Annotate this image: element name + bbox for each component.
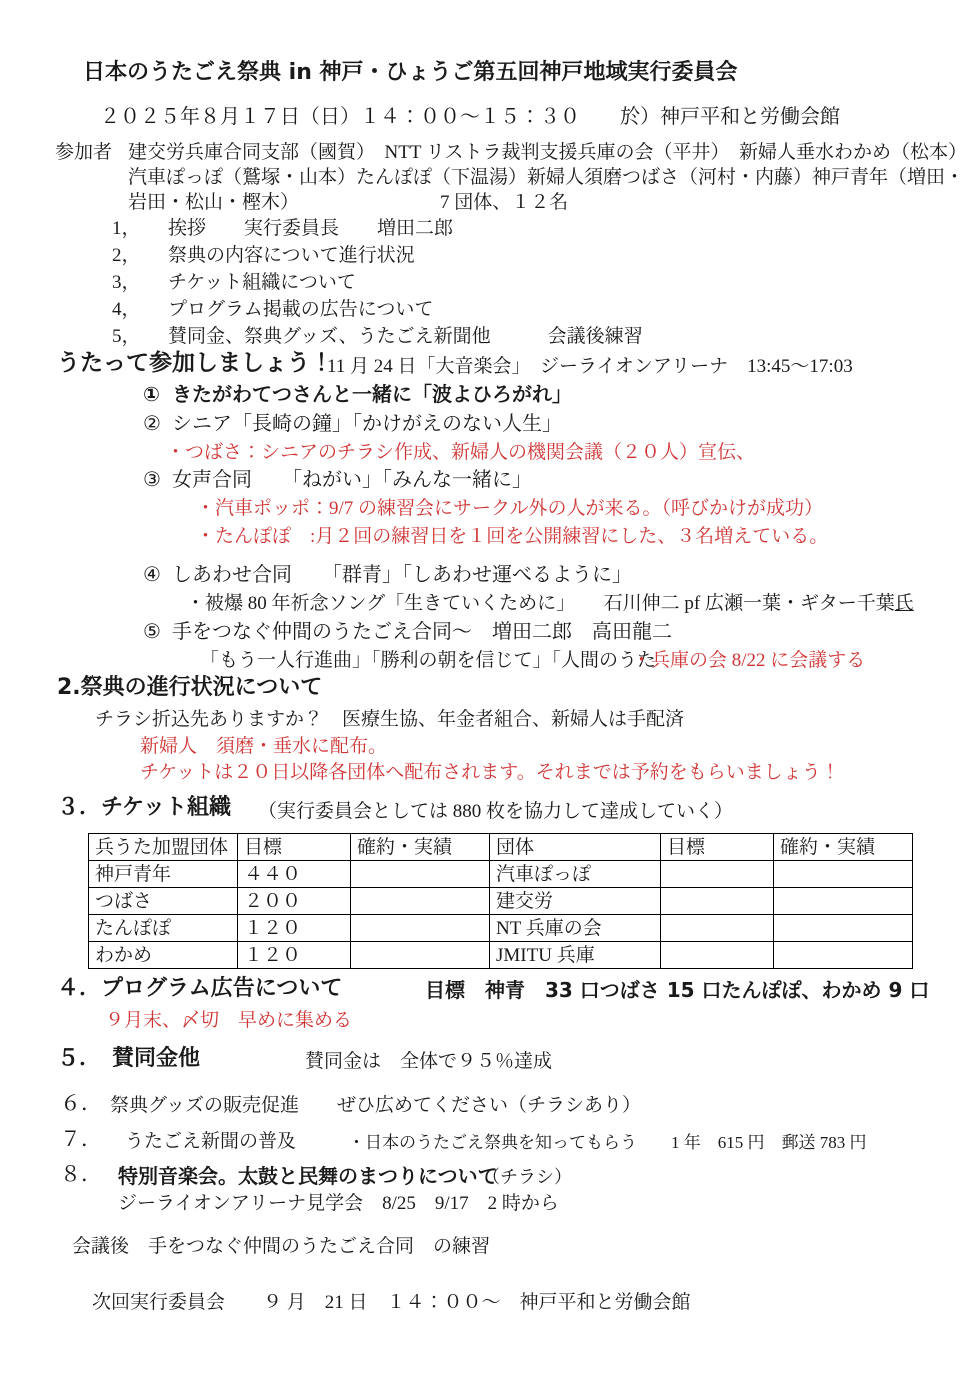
- footer-line-1: 会議後 手をつなぐ仲間のうたごえ合同 の練習: [72, 1236, 491, 1257]
- sing-item-mark-4: ④: [143, 564, 161, 586]
- sing-item-text-3: 女声合同 「ねがい」「みんな一緒に」: [172, 469, 532, 491]
- agenda-item-text-5: 賛同金、祭典グッズ、うたごえ新聞他 会議後練習: [168, 326, 643, 347]
- table-cell-target-left: １２０: [238, 942, 351, 969]
- table-cell-target-right: [661, 888, 774, 915]
- agenda-item-number-3: 3，: [112, 272, 141, 293]
- table-row: [89, 861, 913, 888]
- agenda-item-number-5: 5，: [112, 326, 141, 347]
- sing-note-kisha-poppo: ・汽車ポッポ：9/7 の練習会にサークル外の人が来る。（呼びかけが成功）: [196, 498, 823, 519]
- sing-section-heading-detail: 11 月 24 日「大音楽会」 ジーライオンアリーナ 13:45～17:03: [327, 356, 853, 377]
- table-header-cell-4: 目標: [661, 834, 774, 861]
- table-row: [89, 888, 913, 915]
- table-cell-group-left: たんぽぽ: [89, 915, 238, 942]
- section-2-note-2: チケットは２０日以降各団体へ配布されます。それまでは予約をもらいましょう！: [140, 762, 840, 783]
- table-cell-group-left: わかめ: [89, 942, 238, 969]
- sing-item-mark-1: ①: [143, 382, 160, 406]
- table-row: [89, 942, 913, 969]
- section-5-detail: 賛同金は 全体で９５％達成: [305, 1051, 553, 1072]
- agenda-item-number-1: 1，: [112, 218, 141, 239]
- table-cell-actual-right: [774, 942, 913, 969]
- agenda-item-number-4: 4，: [112, 299, 141, 320]
- table-cell-actual-right: [774, 915, 913, 942]
- section-7-detail: ・日本のうたごえ祭典を知ってもらう 1 年 615 円 郵送 783 円: [348, 1133, 867, 1152]
- participants-label: 参加者: [55, 142, 113, 163]
- section-8-number: ８．: [60, 1162, 102, 1186]
- table-cell-group-left: 神戸青年: [89, 861, 238, 888]
- sing-item-5-note: ・兵庫の会 8/22 に会議する: [632, 650, 866, 671]
- table-cell-target-right: [661, 861, 774, 888]
- footer-line-2: 次回実行委員会 ９ 月 21 日 １４：００～ 神戸平和と労働会館: [92, 1292, 691, 1313]
- agenda-item-text-1: 挨拶 実行委員長 増田二郎: [168, 218, 454, 239]
- section-8-heading: 特別音楽会。太鼓と民舞のまつりについて: [118, 1164, 498, 1188]
- sing-note-hibaku: [186, 594, 914, 613]
- table-cell-target-right: [661, 915, 774, 942]
- agenda-item-text-2: 祭典の内容について進行状況: [168, 245, 415, 266]
- section-3-note: （実行委員会としては 880 枚を協力して達成していく）: [258, 801, 734, 822]
- table-header-cell-3: 団体: [490, 834, 661, 861]
- agenda-item-text-4: プログラム掲載の広告について: [168, 299, 434, 320]
- table-cell-actual-right: [774, 888, 913, 915]
- table-cell-target-left: ４４０: [238, 861, 351, 888]
- table-cell-group-right: NT 兵庫の会: [490, 915, 661, 942]
- section-8-heading-tail: （チラシ）: [482, 1167, 572, 1187]
- sing-item-mark-5: ⑤: [143, 621, 161, 643]
- section-2-heading: 2.祭典の進行状況について: [57, 675, 323, 700]
- table-cell-actual-left: [351, 861, 490, 888]
- table-cell-actual-left: [351, 942, 490, 969]
- section-7-number: ７．: [60, 1127, 102, 1151]
- agenda-item-text-3: チケット組織について: [168, 272, 356, 293]
- table-header-cell-1: 目標: [238, 834, 351, 861]
- table-cell-actual-right: [774, 861, 913, 888]
- sing-note-tsubasa: ・つばさ：シニアのチラシ作成、新婦人の機関会議（２０人）宣伝、: [166, 442, 756, 463]
- sing-item-mark-3: ③: [143, 469, 161, 491]
- page-title: 日本のうたごえ祭典 in 神戸・ひょうご第五回神戸地域実行委員会: [83, 60, 738, 85]
- table-row: [89, 915, 913, 942]
- section-2-note-1: 新婦人 須磨・垂水に配布。: [140, 736, 388, 757]
- section-4-detail: 目標 神青 33 口つばさ 15 口たんぽぽ、わかめ 9 口: [425, 978, 930, 1002]
- table-header-cell-5: 確約・実績: [774, 834, 913, 861]
- table-cell-actual-left: [351, 888, 490, 915]
- table-cell-group-right: 建交労: [490, 888, 661, 915]
- sing-item-text-1: きたがわてつさんと一緒に「波よひろがれ」: [172, 382, 572, 406]
- table-header-row: [89, 834, 913, 861]
- sing-section-heading: うたって参加しましょう！: [57, 350, 333, 376]
- participants-summary: 7 団体、１２名: [440, 192, 569, 213]
- sing-note-hibaku-text: ・被爆 80 年祈念ソング「生きていくために」 石川伸二 pf 広瀬一葉・ギター千葉: [186, 593, 895, 614]
- section-4-note: ９月末、〆切 早めに集める: [105, 1010, 353, 1031]
- table-cell-group-left: つばさ: [89, 888, 238, 915]
- sing-note-hibaku-underlined: 氏: [894, 593, 914, 614]
- sing-note-tanpopo: ・たんぽぽ :月２回の練習日を１回を公開練習にした、３名増えている。: [196, 526, 829, 547]
- sing-item-text-4: しあわせ合同 「群青」「しあわせ運べるように」: [172, 564, 632, 586]
- table-header-cell-0: 兵うた加盟団体: [89, 834, 238, 861]
- sing-item-text-2: シニア「長崎の鐘」「かけがえのない人生」: [172, 413, 562, 435]
- sing-item-text-5: 手をつなぐ仲間のうたごえ合同～ 増田二郎 高田龍二: [172, 621, 672, 643]
- section-8-line-2: ジーライオンアリーナ見学会 8/25 9/17 2 時から: [118, 1193, 559, 1214]
- participants-line-1: 建交労兵庫合同支部（國賀） NTT リストラ裁判支援兵庫の会（平井） 新婦人垂水わかめ（松本）: [128, 142, 967, 163]
- agenda-item-number-2: 2，: [112, 245, 141, 266]
- table-cell-target-left: １２０: [238, 915, 351, 942]
- table-cell-group-right: 汽車ぽっぽ: [490, 861, 661, 888]
- table-cell-target-left: ２００: [238, 888, 351, 915]
- ticket-organization-table: [88, 833, 913, 969]
- participants-line-2: 汽車ぽっぽ（鷲塚・山本）たんぽぽ（下温湯）新婦人須磨つばさ（河村・内藤）神戸青年（増田・: [128, 167, 965, 188]
- section-2-line-1: チラシ折込先ありますか？ 医療生協、年金者組合、新婦人は手配済: [95, 709, 685, 730]
- table-header-cell-2: 確約・実績: [351, 834, 490, 861]
- section-6-text: 祭典グッズの販売促進 ぜひ広めてください（チラシあり）: [110, 1095, 642, 1116]
- table-cell-target-right: [661, 942, 774, 969]
- datetime-line: ２０２５年８月１７日（日）１４：００～１５：３０ 於）神戸平和と労働会館: [100, 106, 840, 128]
- section-7-text: うたごえ新聞の普及: [125, 1131, 297, 1152]
- section-3-heading: ３．チケット組織: [57, 795, 232, 820]
- sing-item-mark-2: ②: [143, 413, 161, 435]
- table-cell-group-right: JMITU 兵庫: [490, 942, 661, 969]
- section-5-heading: ５． 賛同金他: [57, 1046, 201, 1071]
- sing-item-5-songs: 「もう一人行進曲」「勝利の朝を信じて」「人間のうた: [200, 650, 657, 671]
- section-4-heading: ４．プログラム広告について: [57, 976, 343, 1001]
- table-cell-actual-left: [351, 915, 490, 942]
- participants-line-3: 岩田・松山・樫木）: [128, 192, 300, 213]
- section-6-number: ６．: [60, 1091, 102, 1115]
